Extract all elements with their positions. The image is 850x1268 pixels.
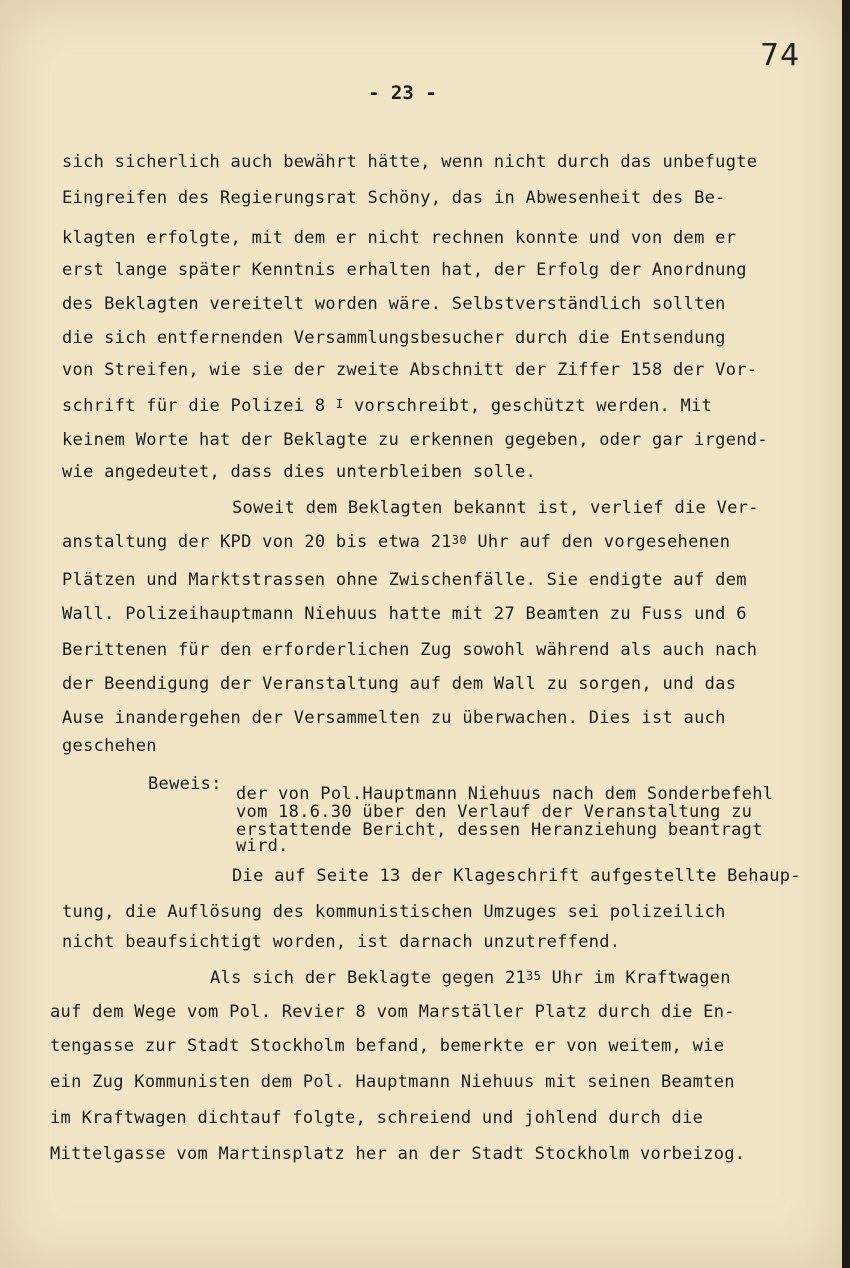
text-segment: anstaltung der KPD von 20 bis etwa 21: [62, 532, 452, 552]
text-line: sich sicherlich auch bewährt hätte, wenn nicht durch das unbefugte: [62, 152, 758, 172]
text-segment: Uhr im Kraftwagen: [541, 968, 731, 988]
text-line: im Kraftwagen dichtauf folgte, schreiend und johlend durch die: [50, 1108, 704, 1128]
text-line: wie angedeutet, dass dies unterbleiben solle.: [62, 462, 537, 482]
text-line: Wall. Polizeihauptmann Niehuus hatte mit 27 Beamten zu Fuss und 6: [62, 604, 747, 624]
text-line: Berittenen für den erforderlichen Zug sowohl während als auch nach: [62, 640, 758, 660]
text-line: Die auf Seite 13 der Klageschrift aufgestellte Behaup-: [232, 866, 801, 886]
text-line: des Beklagten vereitelt worden wäre. Selbstverständlich sollten: [62, 294, 726, 314]
text-line: die sich entfernenden Versammlungsbesucher durch die Entsendung: [62, 328, 726, 348]
text-segment: schrift für die Polizei 8: [62, 396, 336, 416]
text-line: Mittelgasse vom Martinsplatz her an der Stadt Stockholm vorbeizog.: [50, 1144, 746, 1164]
text-line: [210, 968, 731, 988]
text-line: von Streifen, wie sie der zweite Abschnitt der Ziffer 158 der Vor-: [62, 360, 758, 380]
text-line: auf dem Wege vom Pol. Revier 8 vom Marställer Platz durch die En-: [50, 1002, 735, 1022]
text-line: tung, die Auflösung des kommunistischen Umzuges sei polizeilich: [62, 902, 726, 922]
text-segment: vorschreibt, geschützt werden. Mit: [343, 396, 713, 416]
text-line: nicht beaufsichtigt worden, ist darnach unzutreffend.: [62, 932, 621, 952]
text-line: klagten erfolgte, mit dem er nicht rechnen konnte und von dem er: [62, 228, 737, 248]
text-line: geschehen: [62, 736, 157, 756]
text-line: [62, 532, 730, 552]
evidence-line: der von Pol.Hauptmann Niehuus nach dem Sonderbefehl: [236, 784, 774, 804]
evidence-label: Beweis:: [148, 774, 222, 794]
text-line: keinem Worte hat der Beklagte zu erkennen gegeben, oder gar irgend-: [62, 430, 768, 450]
text-line: tengasse zur Stadt Stockholm befand, bemerkte er von weitem, wie: [50, 1036, 725, 1056]
page-edge: [842, 0, 850, 1268]
evidence-line: vom 18.6.30 über den Verlauf der Veranstaltung zu: [236, 802, 753, 822]
text-line: Eingreifen des Regierungsrat Schöny, das in Abwesenheit des Be-: [62, 188, 726, 208]
text-line: Ause inandergehen der Versammelten zu überwachen. Dies ist auch: [62, 708, 726, 728]
superscript: 30: [451, 533, 467, 547]
page-number: - 23 -: [368, 82, 437, 104]
text-segment: Als sich der Beklagte gegen 21: [210, 968, 527, 988]
folio-number: 74: [760, 38, 801, 73]
text-line: [62, 396, 712, 416]
evidence-line: erstattende Bericht, dessen Heranziehung beantragt: [236, 820, 763, 840]
text-line: der Beendigung der Veranstaltung auf dem Wall zu sorgen, und das: [62, 674, 737, 694]
superscript: 35: [526, 969, 542, 983]
text-segment: Uhr auf den vorgesehenen: [466, 532, 731, 552]
evidence-line: wird.: [236, 836, 289, 856]
text-line: Plätzen und Marktstrassen ohne Zwischenfälle. Sie endigte auf dem: [62, 570, 747, 590]
superscript: I: [335, 397, 344, 411]
text-line: ein Zug Kommunisten dem Pol. Hauptmann Niehuus mit seinen Beamten: [50, 1072, 735, 1092]
text-line: erst lange später Kenntnis erhalten hat, der Erfolg der Anordnung: [62, 260, 747, 280]
text-line: Soweit dem Beklagten bekannt ist, verlief die Ver-: [232, 498, 759, 518]
